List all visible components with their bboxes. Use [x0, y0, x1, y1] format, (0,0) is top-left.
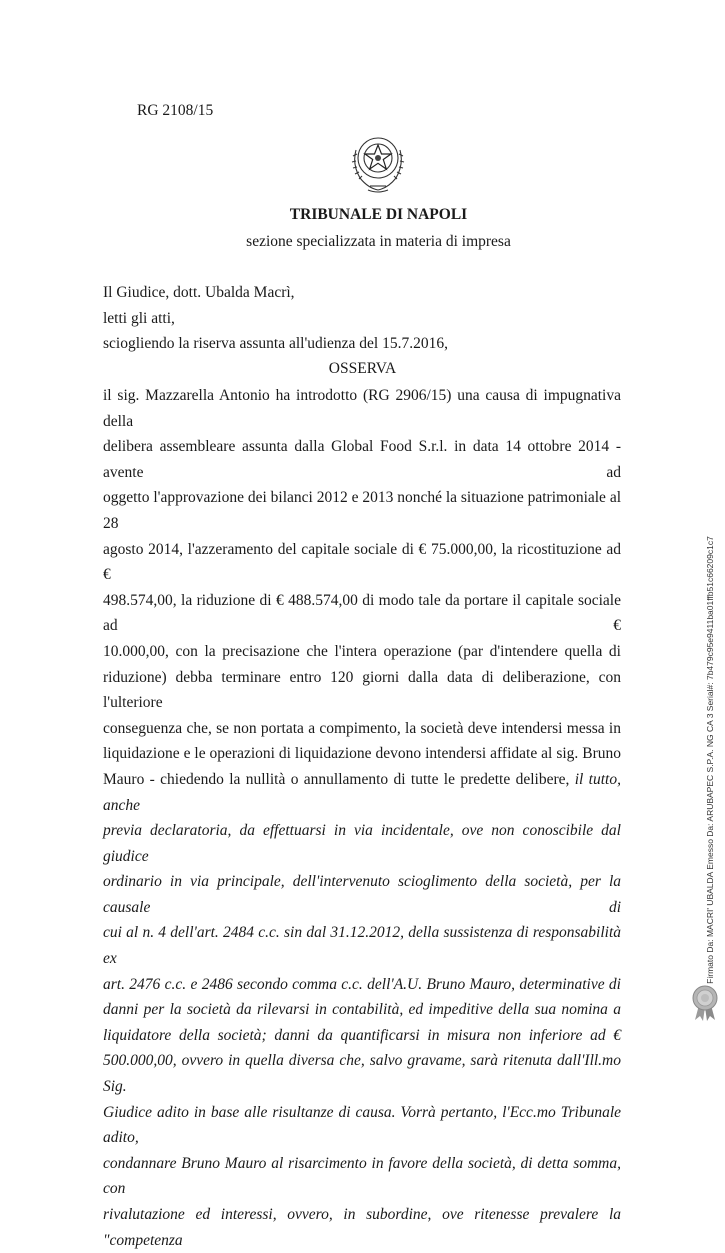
body-line: ordinario in via principale, dell'intervenuto scioglimento della società, per la causale di: [103, 873, 621, 916]
body-line: delibera assembleare assunta dalla Global Food S.r.l. in data 14 ottobre 2014 - avente ad: [103, 438, 621, 481]
body-line: il sig. Mazzarella Antonio ha introdotto (RG 2906/15) una causa di impugnativa della: [103, 387, 621, 430]
body-line: 500.000,00, ovvero in quella diversa che, salvo gravame, sarà ritenuta dall'Ill.mo Sig.: [103, 1052, 621, 1096]
body-line: danni per la società da rilevarsi in contabilità, ed impeditive della sua nomina a: [103, 1001, 621, 1019]
court-title: TRIBUNALE DI NAPOLI: [289, 206, 468, 223]
intro-judge: Il Giudice, dott. Ubalda Macrì,: [103, 284, 295, 301]
section-heading-osserva: OSSERVA: [328, 360, 397, 377]
body-line: liquidazione e le operazioni di liquidazione devono intendersi affidate al sig. Bruno: [103, 745, 621, 763]
body-line: 498.574,00, la riduzione di € 488.574,00 di modo tale da portare il capitale sociale ad €: [103, 591, 621, 635]
body-line: 10.000,00, con la precisazione che l'intera operazione (par d'intendere quella di: [103, 642, 621, 660]
body-line: liquidatore della società; danni da quantificarsi in misura non inferiore ad €: [103, 1026, 621, 1044]
award-seal-icon: [689, 985, 721, 1021]
body-line: Giudice adito in base alle risultanze di causa. Vorrà pertanto, l'Ecc.mo Tribunale adito,: [103, 1103, 621, 1147]
intro-acts: letti gli atti,: [103, 310, 175, 327]
intro-reserve: sciogliendo la riserva assunta all'udienza del 15.7.2016,: [103, 335, 448, 352]
body-line: conseguenza che, se non portata a compimento, la società deve intendersi messa in: [103, 719, 621, 737]
digital-signature-stamp: [700, 520, 720, 1000]
signature-stamp-text: Firmato Da: MACRI' UBALDA Emesso Da: ARUBAPEC S.P.A. NG CA 3 Serial#: 7b479c95e9411ba01ffb51c66209c1c7: [705, 536, 715, 984]
body-line: oggetto l'approvazione dei bilanci 2012 e 2013 nonché la situazione patrimoniale al 28: [103, 489, 622, 532]
italian-republic-emblem-icon: [344, 128, 412, 196]
body-line: riduzione) debba terminare entro 120 giorni dalla data di deliberazione, con l'ulteriore: [103, 668, 621, 712]
court-section: sezione specializzata in materia di impresa: [246, 233, 511, 250]
body-line: condannare Bruno Mauro al risarcimento in favore della società, di detta somma, con: [103, 1154, 621, 1198]
body-line: rivalutazione ed interessi, ovvero, in subordine, ove ritenesse prevalere la "competenza: [103, 1206, 621, 1249]
document-body: [103, 383, 621, 1253]
body-line: art. 2476 c.c. e 2486 secondo comma c.c. dell'A.U. Bruno Mauro, determinative di: [103, 975, 621, 993]
case-number: RG 2108/15: [137, 102, 214, 119]
body-line: previa declaratoria, da effettuarsi in via incidentale, ove non conoscibile dal giudice: [103, 822, 621, 865]
body-line: agosto 2014, l'azzeramento del capitale sociale di € 75.000,00, la ricostituzione ad €: [103, 540, 621, 584]
body-line: Mauro - chiedendo la nullità o annullamento di tutte le predette delibere, il tutto, anche: [103, 770, 621, 814]
body-line: cui al n. 4 dell'art. 2484 c.c. sin dal 31.12.2012, della sussistenza di responsabilità ex: [103, 924, 621, 968]
